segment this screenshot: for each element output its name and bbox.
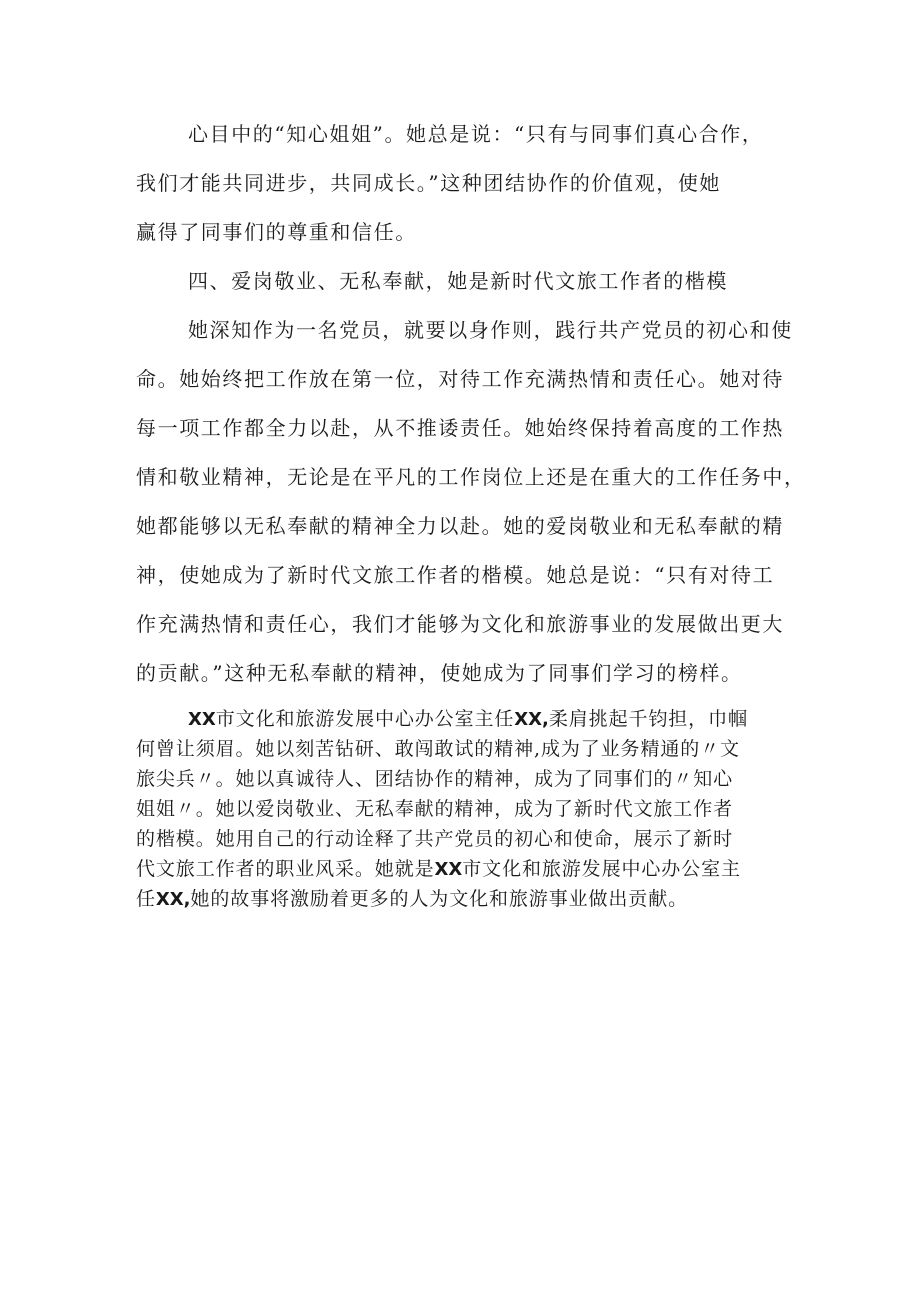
- paragraph-line: 情和敬业精神，无论是在平凡的工作岗位上还是在重大的工作任务中，: [136, 465, 806, 489]
- paragraph-line: 每一项工作都全力以赴，从不推诿责任。她始终保持着高度的工作热: [136, 416, 784, 440]
- paragraph-line: 赢得了同事们的尊重和信任。: [136, 220, 417, 244]
- paragraph-line: 她深知作为一名党员，就要以身作则，践行共产党员的初心和使: [188, 318, 793, 342]
- summary-text: 柔肩挑起千钧担，巾帼: [548, 708, 748, 730]
- summary-line: [136, 704, 792, 734]
- summary-line: [136, 854, 792, 884]
- name-placeholder: XX: [434, 859, 463, 880]
- summary-line: 旅尖兵〃。她以真诚待人、团结协作的精神，成为了同事们的〃知心: [136, 768, 734, 790]
- summary-text: 任: [136, 888, 156, 910]
- summary-paragraph: [136, 704, 792, 914]
- paragraph-line: 的贡献。”这种无私奉献的精神，使她成为了同事们学习的榜样。: [136, 661, 743, 685]
- summary-text: 代文旅工作者的职业风采。她就是: [136, 858, 435, 880]
- name-placeholder: XX: [188, 709, 216, 730]
- summary-text: 市文化和旅游发展中心办公室主任: [215, 708, 515, 730]
- paragraph-line: 命。她始终把工作放在第一位，对待工作充满热情和责任心。她对待: [136, 367, 784, 391]
- body-text-block: [136, 110, 806, 698]
- paragraph-line: 她都能够以无私奉献的精神全力以赴。她的爱岗敬业和无私奉献的精: [136, 514, 784, 538]
- summary-line: 姐姐〃。她以爱岗敬业、无私奉献的精神，成为了新时代文旅工作者: [136, 798, 734, 820]
- summary-line: [136, 884, 792, 914]
- name-placeholder: XX,: [514, 709, 549, 730]
- name-placeholder: XX,: [155, 889, 191, 910]
- paragraph-line: 心目中的“知心姐姐”。她总是说：“只有与同事们真心合作，: [188, 122, 764, 146]
- summary-text: 她的故事将激励着更多的人为文化和旅游事业做出贡献。: [190, 888, 689, 910]
- paragraph-line: 我们才能共同进步，共同成长。”这种团结协作的价值观，使她: [136, 171, 722, 195]
- paragraph-line: 神，使她成为了新时代文旅工作者的楷模。她总是说：“只有对待工: [136, 563, 775, 587]
- summary-text: 市文化和旅游发展中心办公室主: [462, 858, 741, 880]
- summary-line: 何曾让须眉。她以刻苦钻研、敢闯敢试的精神,成为了业务精通的〃文: [136, 738, 740, 760]
- section-heading: 四、爱岗敬业、无私奉献，她是新时代文旅工作者的楷模: [188, 269, 728, 293]
- paragraph-line: 作充满热情和责任心，我们才能够为文化和旅游事业的发展做出更大: [136, 612, 784, 636]
- summary-line: 的楷模。她用自己的行动诠释了共产党员的初心和使命，展示了新时: [136, 828, 734, 850]
